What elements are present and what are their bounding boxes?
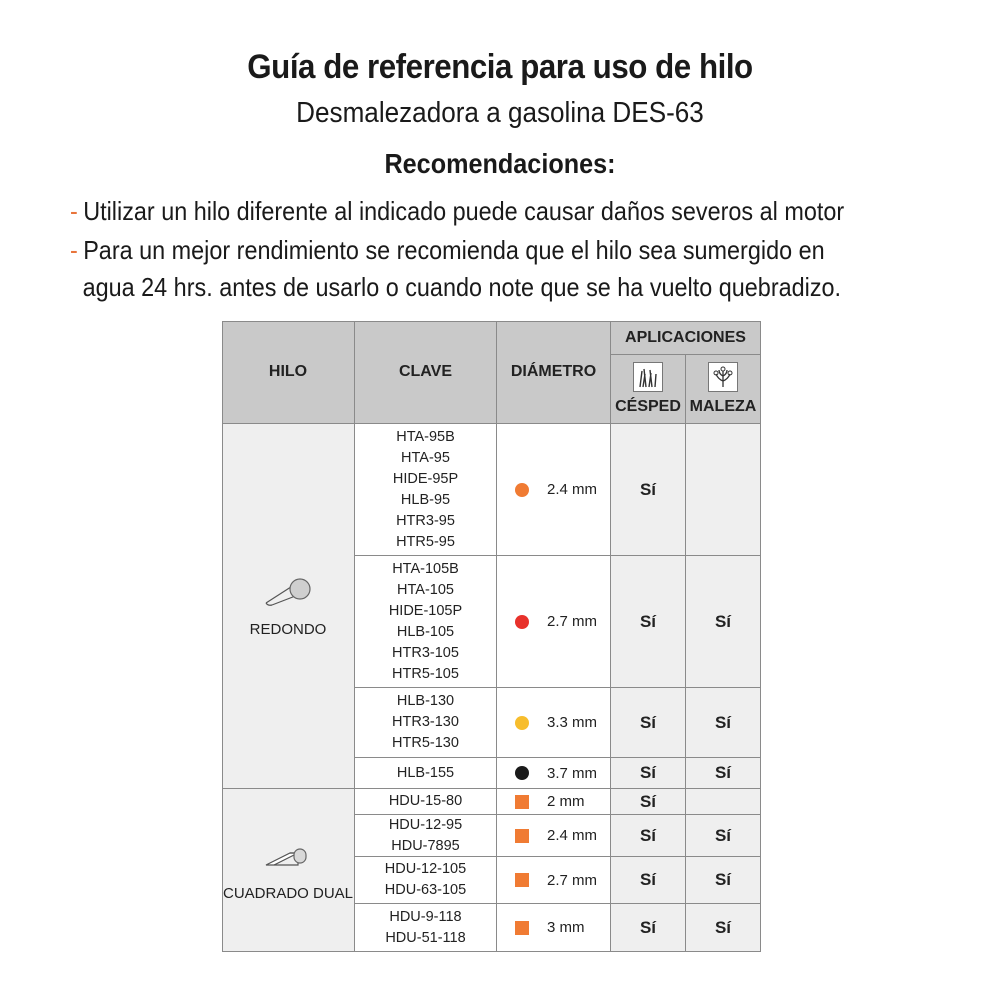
clave-cell: HDU-9-118 HDU-51-118 <box>355 904 497 952</box>
maleza-cell <box>686 424 761 556</box>
color-square <box>515 921 529 935</box>
page-subtitle: Desmalezadora a gasolina DES-63 <box>296 97 704 129</box>
color-dot <box>515 766 529 780</box>
diametro-cell: 2.7 mm <box>497 857 611 904</box>
maleza-cell: Sí <box>686 857 761 904</box>
header-maleza: MALEZA <box>686 355 761 424</box>
maleza-cell: Sí <box>686 556 761 688</box>
hilo-group-redondo: REDONDO <box>222 424 355 789</box>
diametro-cell: 3.7 mm <box>497 758 611 789</box>
cesped-cell: Sí <box>611 789 686 815</box>
clave-cell: HDU-15-80 <box>355 789 497 815</box>
color-dot <box>515 615 529 629</box>
square-line-icon <box>262 839 314 871</box>
maleza-cell: Sí <box>686 815 761 857</box>
diametro-cell: 2.7 mm <box>497 556 611 688</box>
dash-bullet: - <box>70 235 78 265</box>
grass-icon <box>633 362 663 392</box>
cesped-cell: Sí <box>611 758 686 789</box>
header-diametro: DIÁMETRO <box>497 321 611 424</box>
recommendations-title: Recomendaciones: <box>384 148 616 179</box>
color-square <box>515 873 529 887</box>
page-title: Guía de referencia para uso de hilo <box>247 48 753 86</box>
clave-cell: HTA-95B HTA-95 HIDE-95P HLB-95 HTR3-95 HTR5-95 <box>355 424 497 556</box>
cesped-cell: Sí <box>611 688 686 758</box>
color-square <box>515 829 529 843</box>
clave-cell: HLB-155 <box>355 758 497 789</box>
clave-cell: HDU-12-105 HDU-63-105 <box>355 857 497 904</box>
cesped-cell: Sí <box>611 424 686 556</box>
header-clave: CLAVE <box>355 321 497 424</box>
header-cesped: CÉSPED <box>611 355 686 424</box>
hilo-group-cuadrado-dual: CUADRADO DUAL <box>222 789 355 952</box>
maleza-cell: Sí <box>686 904 761 952</box>
clave-cell: HLB-130 HTR3-130 HTR5-130 <box>355 688 497 758</box>
header-aplicaciones: APLICACIONES <box>611 321 761 355</box>
color-dot <box>515 716 529 730</box>
clave-cell: HTA-105B HTA-105 HIDE-105P HLB-105 HTR3-105 HTR5-105 <box>355 556 497 688</box>
cesped-cell: Sí <box>611 904 686 952</box>
header-hilo: HILO <box>222 321 355 424</box>
cesped-cell: Sí <box>611 857 686 904</box>
dash-bullet: - <box>70 196 78 226</box>
diametro-cell: 2.4 mm <box>497 424 611 556</box>
color-square <box>515 795 529 809</box>
clave-cell: HDU-12-95 HDU-7895 <box>355 815 497 857</box>
weed-icon <box>708 362 738 392</box>
cesped-cell: Sí <box>611 556 686 688</box>
maleza-cell: Sí <box>686 688 761 758</box>
maleza-cell <box>686 789 761 815</box>
diametro-cell: 3.3 mm <box>497 688 611 758</box>
round-line-icon <box>262 575 314 607</box>
cesped-cell: Sí <box>611 815 686 857</box>
reference-table <box>222 321 761 952</box>
maleza-cell: Sí <box>686 758 761 789</box>
diametro-cell: 2 mm <box>497 789 611 815</box>
color-dot <box>515 483 529 497</box>
recommendation-2: - Para un mejor rendimiento se recomienda que el hilo sea sumergido en agua 24 hrs. antes de usarlo o cuando note que se ha vuelto quebradizo. <box>70 235 842 302</box>
recommendation-1: - Utilizar un hilo diferente al indicado puede causar daños severos al motor <box>70 196 845 226</box>
diametro-cell: 2.4 mm <box>497 815 611 857</box>
diametro-cell: 3 mm <box>497 904 611 952</box>
